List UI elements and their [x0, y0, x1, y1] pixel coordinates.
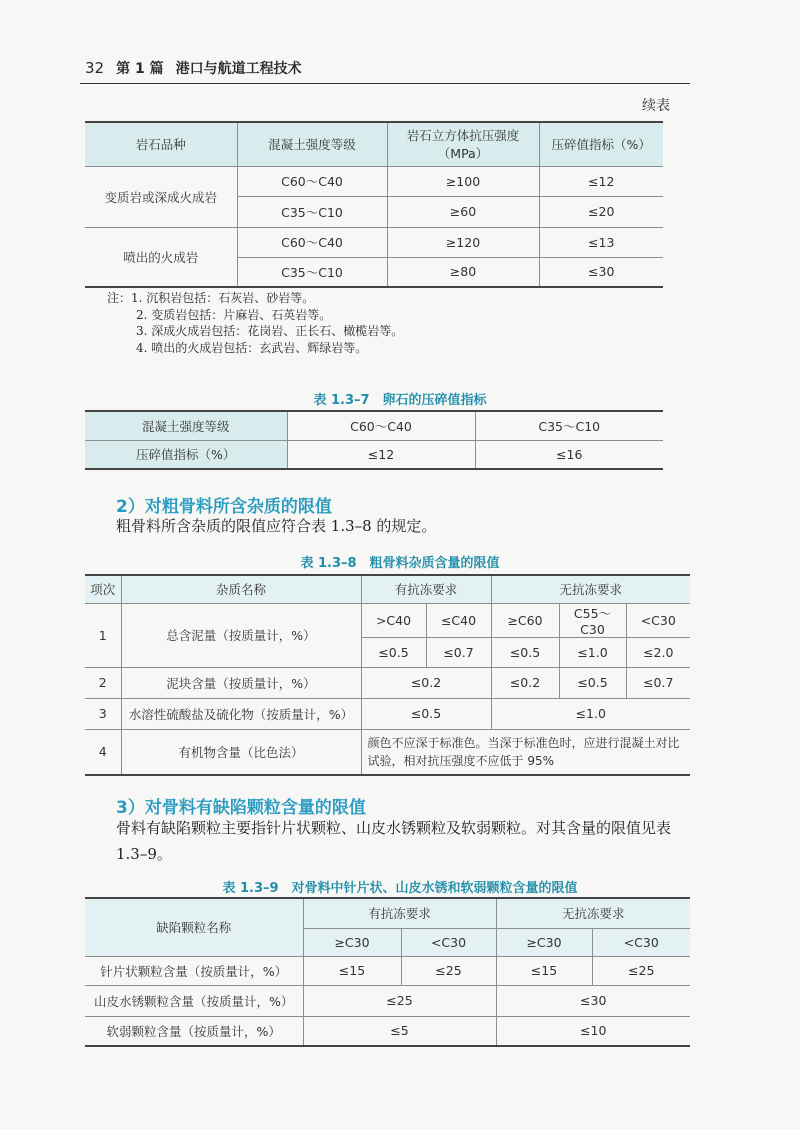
row-header: 压碎值指标（%）: [85, 440, 287, 469]
table-cell: ≤0.2: [491, 667, 559, 698]
table-cell: ≤0.5: [361, 698, 491, 729]
table-cell: 颜色不应深于标准色。当深于标准色时，应进行混凝土对比试验，相对抗压强度不应低于 95%: [361, 729, 690, 775]
table-cell: ≤25: [401, 956, 496, 985]
table-row: [85, 956, 690, 985]
table-header-row: [85, 575, 690, 603]
table-cell: C55～C30: [559, 603, 626, 637]
rock-type-cell: 喷出的火成岩: [85, 227, 237, 287]
table-cell: ≤0.7: [426, 637, 491, 667]
table-header-row: [85, 898, 690, 928]
header-title: 港口与航道工程技术: [175, 61, 302, 77]
impurity-table: [85, 574, 690, 776]
column-header: 混凝土强度等级: [237, 122, 387, 166]
column-header: ≥C30: [303, 928, 401, 956]
column-header: 无抗冻要求: [491, 575, 690, 603]
section-heading: 2）对粗骨料所含杂质的限值: [116, 497, 332, 517]
table-cell: ≤12: [287, 440, 475, 469]
table-cell: ≤0.5: [361, 637, 426, 667]
table-cell: ≤12: [539, 166, 663, 196]
table-cell: ≤5: [303, 1016, 496, 1046]
table-cell: ≥120: [387, 227, 539, 257]
table-cell: 2: [85, 667, 121, 698]
table-cell: 总含泥量（按质量计，%）: [121, 603, 361, 667]
table-notes: [107, 290, 403, 356]
column-header: 有抗冻要求: [361, 575, 491, 603]
table-cell: ≤0.5: [559, 667, 626, 698]
table-cell: ≤15: [496, 956, 592, 985]
table-cell: ≤2.0: [626, 637, 690, 667]
column-header: 无抗冻要求: [496, 898, 690, 928]
table-row: [85, 698, 690, 729]
column-header: 岩石立方体抗压强度（MPa）: [387, 122, 539, 166]
column-header: 岩石品种: [85, 122, 237, 166]
table-row: [85, 411, 663, 440]
table-cell: 1: [85, 603, 121, 667]
body-paragraph: 骨料有缺陷颗粒主要指针片状颗粒、山皮水锈颗粒及软弱颗粒。对其含量的限值见表 1.3–9。: [116, 819, 672, 863]
running-header: [85, 58, 302, 78]
column-header: <C30: [592, 928, 690, 956]
table-row: [85, 729, 690, 775]
page-number: 32: [85, 59, 105, 77]
column-header: 项次: [85, 575, 121, 603]
table-row: [85, 166, 663, 196]
table-row: [85, 985, 690, 1016]
continued-label: 续表: [642, 98, 670, 114]
table-cell: ≤15: [303, 956, 401, 985]
section-heading: 3）对骨料有缺陷颗粒含量的限值: [116, 798, 366, 818]
table-cell: C60～C40: [237, 227, 387, 257]
table-header-row: [85, 122, 663, 166]
table-cell: C35～C10: [237, 196, 387, 227]
column-header: 压碎值指标（%）: [539, 122, 663, 166]
table-cell: ≥100: [387, 166, 539, 196]
table-cell: ≤1.0: [491, 698, 690, 729]
table-row: [85, 1016, 690, 1046]
table-row: [85, 603, 690, 637]
table-cell: ≤0.5: [491, 637, 559, 667]
table-cell: 针片状颗粒含量（按质量计，%）: [85, 956, 303, 985]
table-cell: 有机物含量（比色法）: [121, 729, 361, 775]
note-line: 2. 变质岩包括：片麻岩、石英岩等。: [136, 307, 332, 322]
table-cell: ≥C60: [491, 603, 559, 637]
rock-type-cell: 变质岩或深成火成岩: [85, 166, 237, 227]
note-line: 3. 深成火成岩包括：花岗岩、正长石、橄榄岩等。: [136, 324, 404, 338]
table-cell: ≤13: [539, 227, 663, 257]
table-cell: 山皮水锈颗粒含量（按质量计，%）: [85, 985, 303, 1016]
note-line: 注：1. 沉积岩包括：石灰岩、砂岩等。: [107, 291, 315, 305]
table-cell: ≤30: [496, 985, 690, 1016]
table-cell: 4: [85, 729, 121, 775]
table-row: [85, 227, 663, 257]
table-cell: ≤0.7: [626, 667, 690, 698]
table-cell: ≤30: [539, 257, 663, 287]
table-cell: ≤10: [496, 1016, 690, 1046]
table-cell: ≤C40: [426, 603, 491, 637]
table-cell: ≤0.2: [361, 667, 491, 698]
table-cell: <C30: [626, 603, 690, 637]
part-label: 第 1 篇: [116, 61, 164, 77]
table-cell: ≥60: [387, 196, 539, 227]
table-cell: C35～C10: [237, 257, 387, 287]
column-header: ≥C30: [496, 928, 592, 956]
table-caption: 表 1.3–9 对骨料中针片状、山皮水锈和软弱颗粒含量的限值: [222, 881, 578, 896]
table-cell: 3: [85, 698, 121, 729]
table-cell: ≤25: [303, 985, 496, 1016]
table-cell: C35～C10: [475, 411, 663, 440]
table-caption: 表 1.3–8 粗骨料杂质含量的限值: [300, 556, 500, 571]
rock-crush-table: [85, 121, 663, 288]
table-cell: ≤25: [592, 956, 690, 985]
body-paragraph: 粗骨料所含杂质的限值应符合表 1.3–8 的规定。: [116, 517, 437, 535]
table-cell: 软弱颗粒含量（按质量计，%）: [85, 1016, 303, 1046]
table-cell: 泥块含量（按质量计，%）: [121, 667, 361, 698]
row-header: 混凝土强度等级: [85, 411, 287, 440]
pebble-crush-table: [85, 410, 663, 470]
column-header: 有抗冻要求: [303, 898, 496, 928]
table-row: [85, 667, 690, 698]
table-cell: ≤1.0: [559, 637, 626, 667]
table-caption: 表 1.3–7 卵石的压碎值指标: [313, 393, 487, 408]
table-cell: ≤16: [475, 440, 663, 469]
table-cell: ≥80: [387, 257, 539, 287]
table-row: [85, 440, 663, 469]
table-cell: ≤20: [539, 196, 663, 227]
note-line: 4. 喷出的火成岩包括：玄武岩、辉绿岩等。: [136, 340, 368, 355]
table-cell: C60～C40: [237, 166, 387, 196]
column-header: 缺陷颗粒名称: [85, 898, 303, 956]
table-cell: 水溶性硫酸盐及硫化物（按质量计，%）: [121, 698, 361, 729]
column-header: 杂质名称: [121, 575, 361, 603]
table-cell: >C40: [361, 603, 426, 637]
column-header: <C30: [401, 928, 496, 956]
defect-particle-table: [85, 897, 690, 1047]
table-cell: C60～C40: [287, 411, 475, 440]
header-rule: [80, 83, 690, 84]
